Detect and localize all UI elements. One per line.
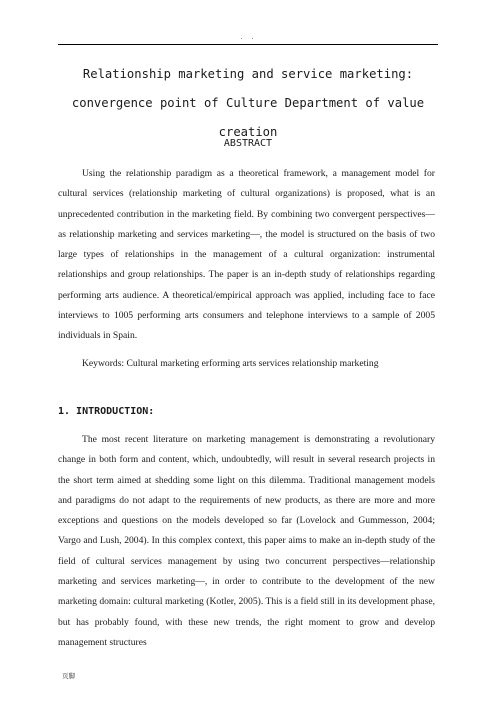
- header-divider: [58, 44, 438, 45]
- section-heading-introduction: 1. INTRODUCTION:: [58, 406, 155, 417]
- keywords-text: Keywords: Cultural marketing erforming arts services relationship marketing: [82, 358, 379, 369]
- page-header-marker: . .: [239, 34, 257, 41]
- abstract-text: Using the relationship paradigm as a theoretical framework, a management model for cultural services (relationship marketing of cultural organizations) is proposed, what is an unprecedented contribution in the marketing field. By combining two convergent perspectives—as relationship marketing and services marketing—, the model is structured on the basis of two large types of relationships in the management of a cultural organization: instrumental relationships and group relationships. The paper is an in-depth study of relationships regarding performing arts audience. A theoretical/empirical approach was applied, including face to face interviews to 1005 performing arts consumers and telephone interviews to a sample of 2005 individuals in Spain.: [58, 168, 435, 342]
- paper-title: Relationship marketing and service marketing: convergence point of Culture Department of value creation: [71, 67, 425, 139]
- introduction-text: The most recent literature on marketing management is demonstrating a revolutionary change in both form and content, which, undoubtedly, will result in several research projects in the short term aimed at shedding some light on this dilemma. Traditional management models and paradigms do not adapt to the requirements of new products, as there are more and more exceptions and questions on the models developed so far (Lovelock and Gummesson, 2004; Vargo and Lush, 2004). In this complex context, this paper aims to make an in-depth study of the field of cultural services management by using two concurrent perspectives—relationship marketing and services marketing—, in order to contribute to the development of the new marketing domain: cultural marketing (Kotler, 2005). This is a field still in its development phase, but has probably found, with these new trends, the right moment to grow and develop management structures: [58, 434, 435, 648]
- page-footer-label: 页脚: [62, 672, 75, 680]
- abstract-heading: ABSTRACT: [223, 138, 273, 149]
